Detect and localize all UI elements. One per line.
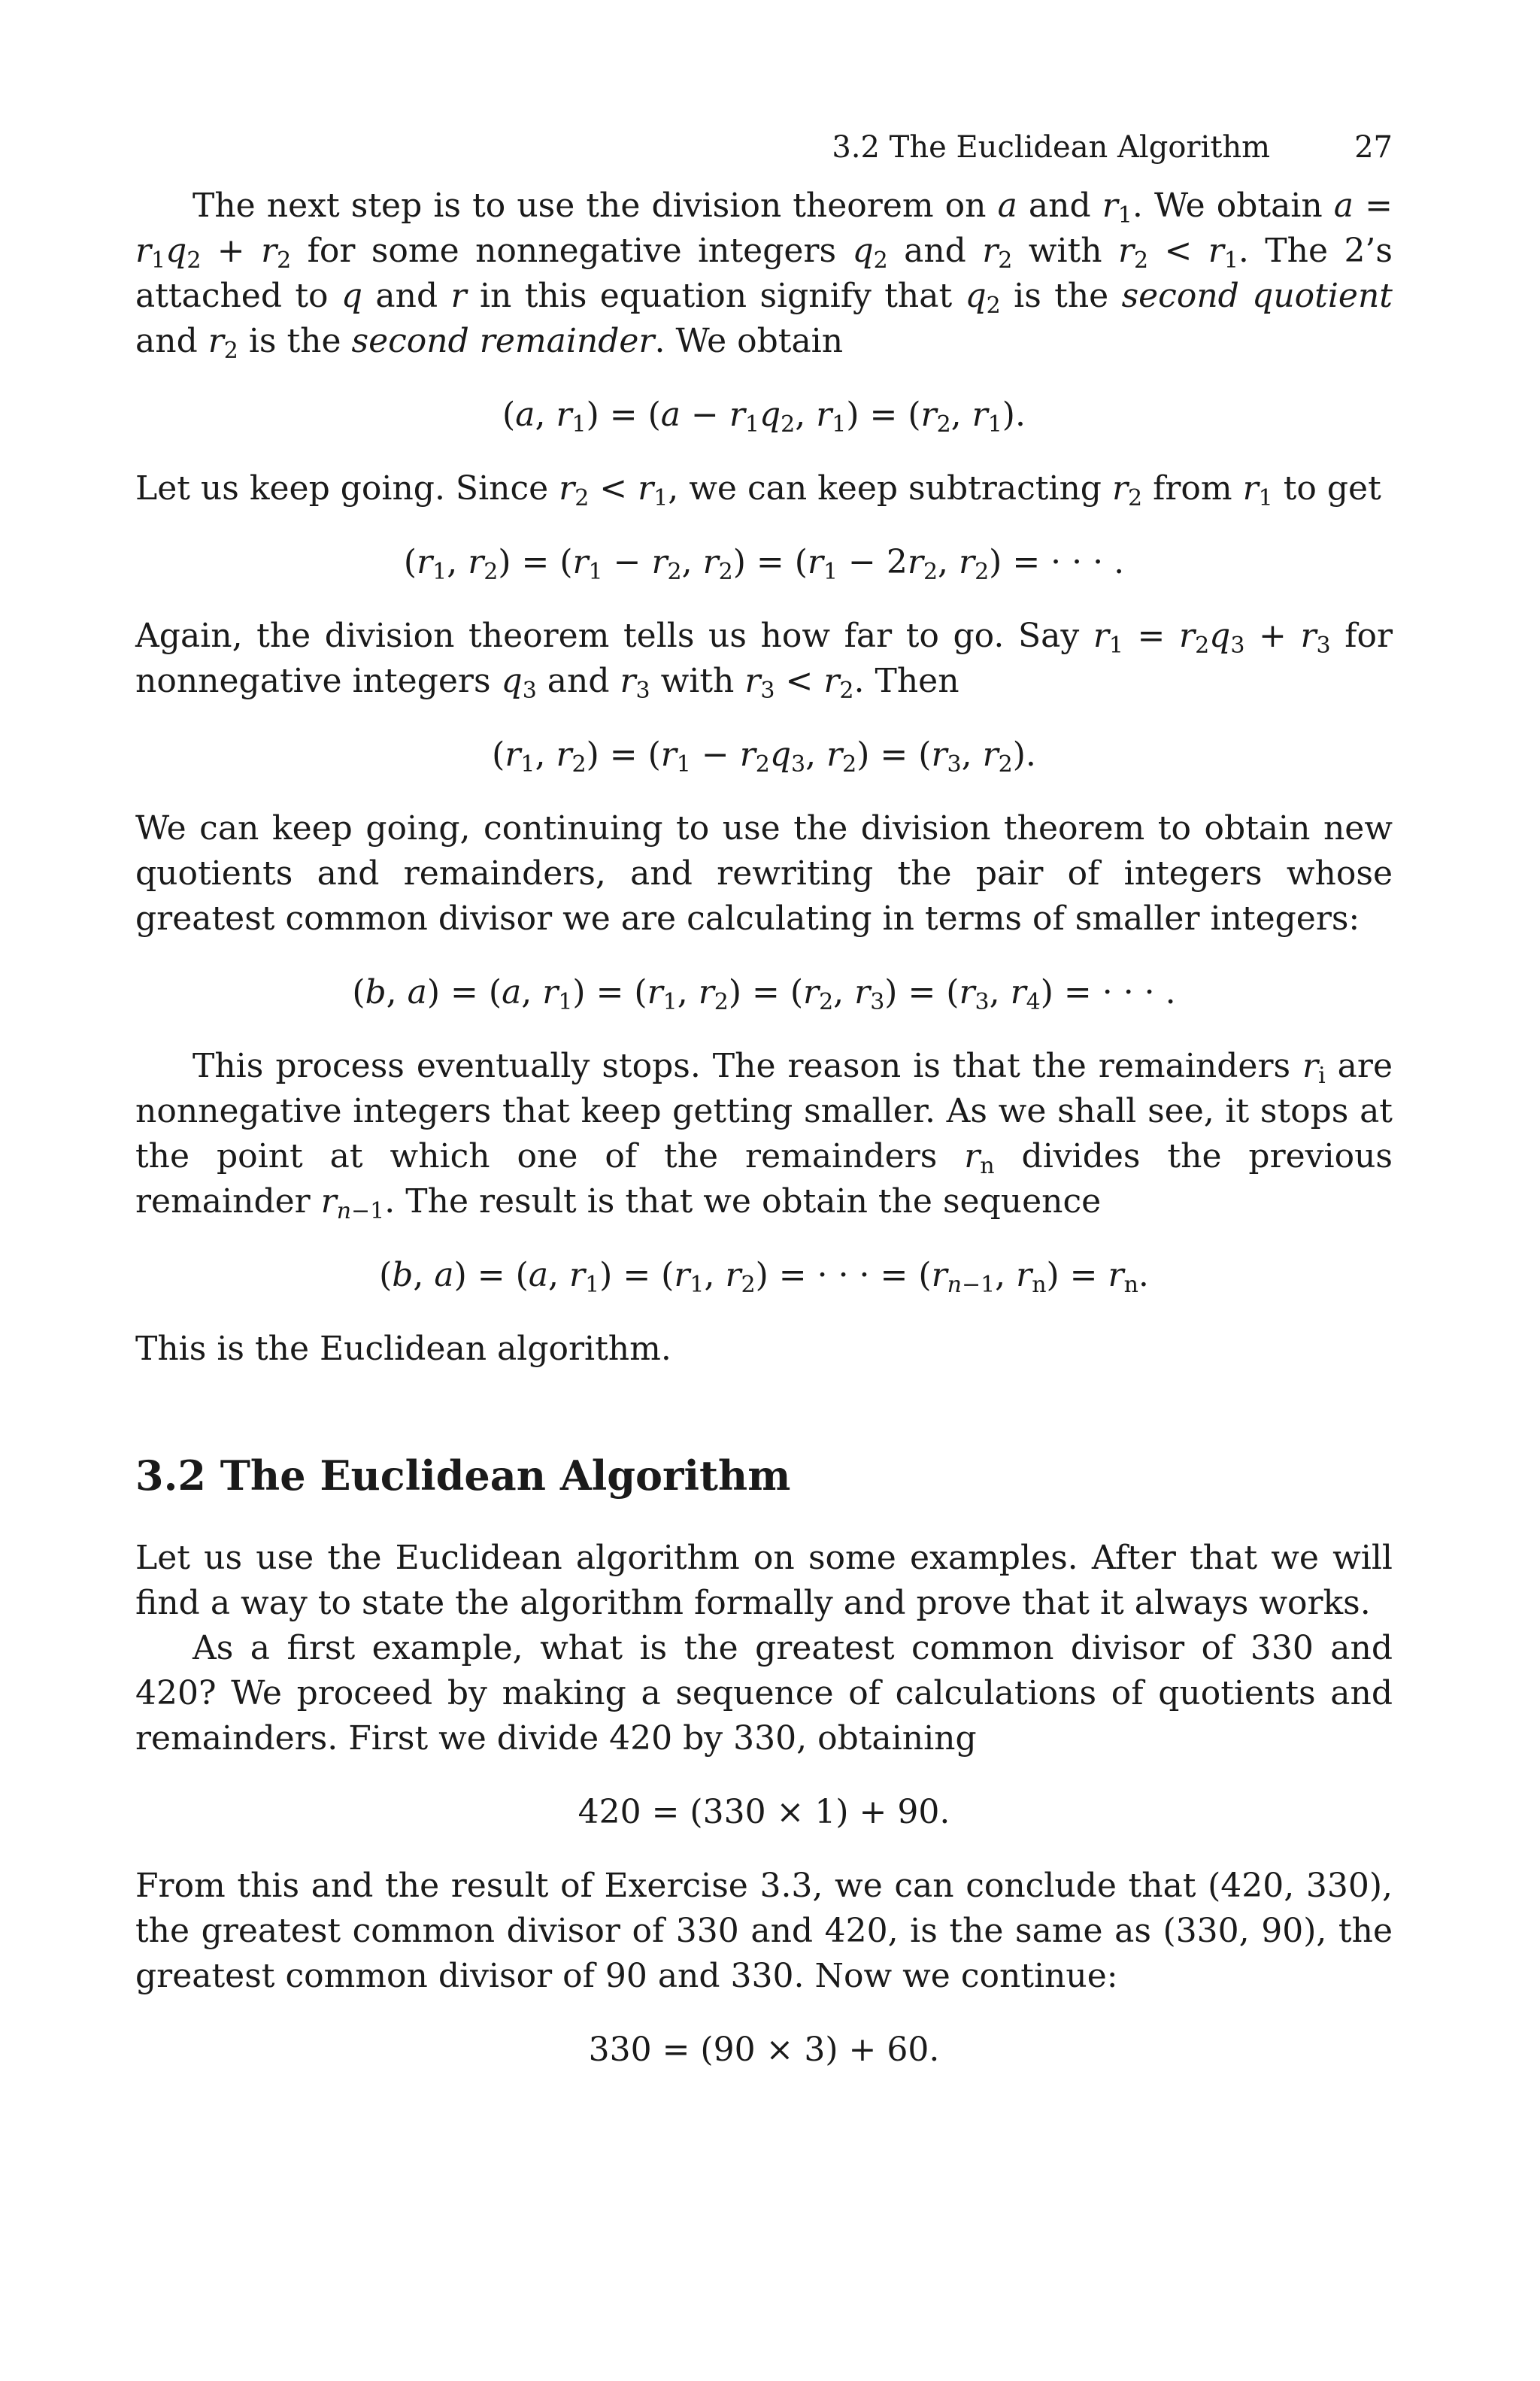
running-head [135, 128, 1393, 167]
paragraph-continue-process: We can keep going, continuing to use the division theorem to obtain new quotients and remainders, and rewriting the pair of integers whose greatest common divisor we are calculating in terms of smaller integers: [135, 809, 1393, 938]
equation-subtract-r2: ($r_1$, $r_2) = (r_1 - r_2$, $r_2) = (r_1 - 2r_2$, $r_2$) = · · · . [403, 543, 1125, 585]
equation-420-division: 420 = (330 × 1) + 90. [578, 1793, 950, 1831]
paragraph-exercise-conclusion: From this and the result of Exercise 3.3, we can conclude that (420, 330), the greatest common divisor of 330 and 420, is the same as (330, 90), the greatest common divisor of 90 and 330. Now we continue: [135, 1867, 1393, 1995]
paragraph-euclidean-algorithm: This is the Euclidean algorithm. [135, 1330, 671, 1368]
running-head-title: 3.2 The Euclidean Algorithm [832, 130, 1271, 165]
equation-gcd-a-r1: (a, $r_1) = (a - r_1q_2$, $r_1) = (r_2$, $r_1$). [502, 396, 1026, 438]
equation-final-sequence: (b, a) = (a, $r_1) = (r_1$, $r_2$) = · · · = ($r_{n-1}$, $r_n) = r_n$. [379, 1256, 1149, 1298]
page-number: 27 [1354, 130, 1393, 165]
paragraph-first-example: As a first example, what is the greatest common divisor of 330 and 420? We proceed by making a sequence of calculations of quotients and remainders. First we divide 420 by 330, obtaining [135, 1629, 1393, 1758]
equation-gcd-chain: (b, a) = (a, $r_1) = (r_1$, $r_2) = (r_2$, $r_3) = (r_3$, $r_4$) = · · · . [352, 973, 1176, 1015]
paragraph-keep-going: Let us keep going. Since $r_2 < r_1$, we can keep subtracting $r_2$ from $r_1$ to get [135, 469, 1381, 511]
paragraph-process-stops: This process eventually stops. The reason is that the remainders $r_i$ are nonnegative integers that keep getting smaller. As we shall see, it stops at the point at which one of the remainders $r_n$ divides the previous remainder $r_{n-1}$. The result is that we obtain the sequence [135, 1047, 1393, 1224]
paragraph-again-division: Again, the division theorem tells us how far to go. Say $r_1 = r_2q_3 + r_3$ for nonnegative integers $q_3$ and $r_3$ with $r_3 < r_2$. Then [135, 617, 1393, 704]
paragraph-examples-intro: Let us use the Euclidean algorithm on some examples. After that we will find a way to state the algorithm formally and prove that it always works. [135, 1539, 1393, 1622]
equation-gcd-r1-r2: ($r_1$, $r_2) = (r_1 - r_2q_3$, $r_2) = (r_3$, $r_2$). [492, 736, 1036, 778]
equation-330-division: 330 = (90 × 3) + 60. [588, 2031, 940, 2069]
section-heading: 3.2 The Euclidean Algorithm [135, 1451, 791, 1500]
paragraph-division-step: The next step is to use the division theorem on a and $r_1$. We obtain $a = r_1q_2 + r_2$ for some nonnegative integers $q_2$ and $r_2$ with $r_2 < r_1$. The 2’s attached to q and r in this equation signify that $q_2$ is the second quotient and $r_2$ is the second remainder. We obtain [135, 187, 1393, 364]
